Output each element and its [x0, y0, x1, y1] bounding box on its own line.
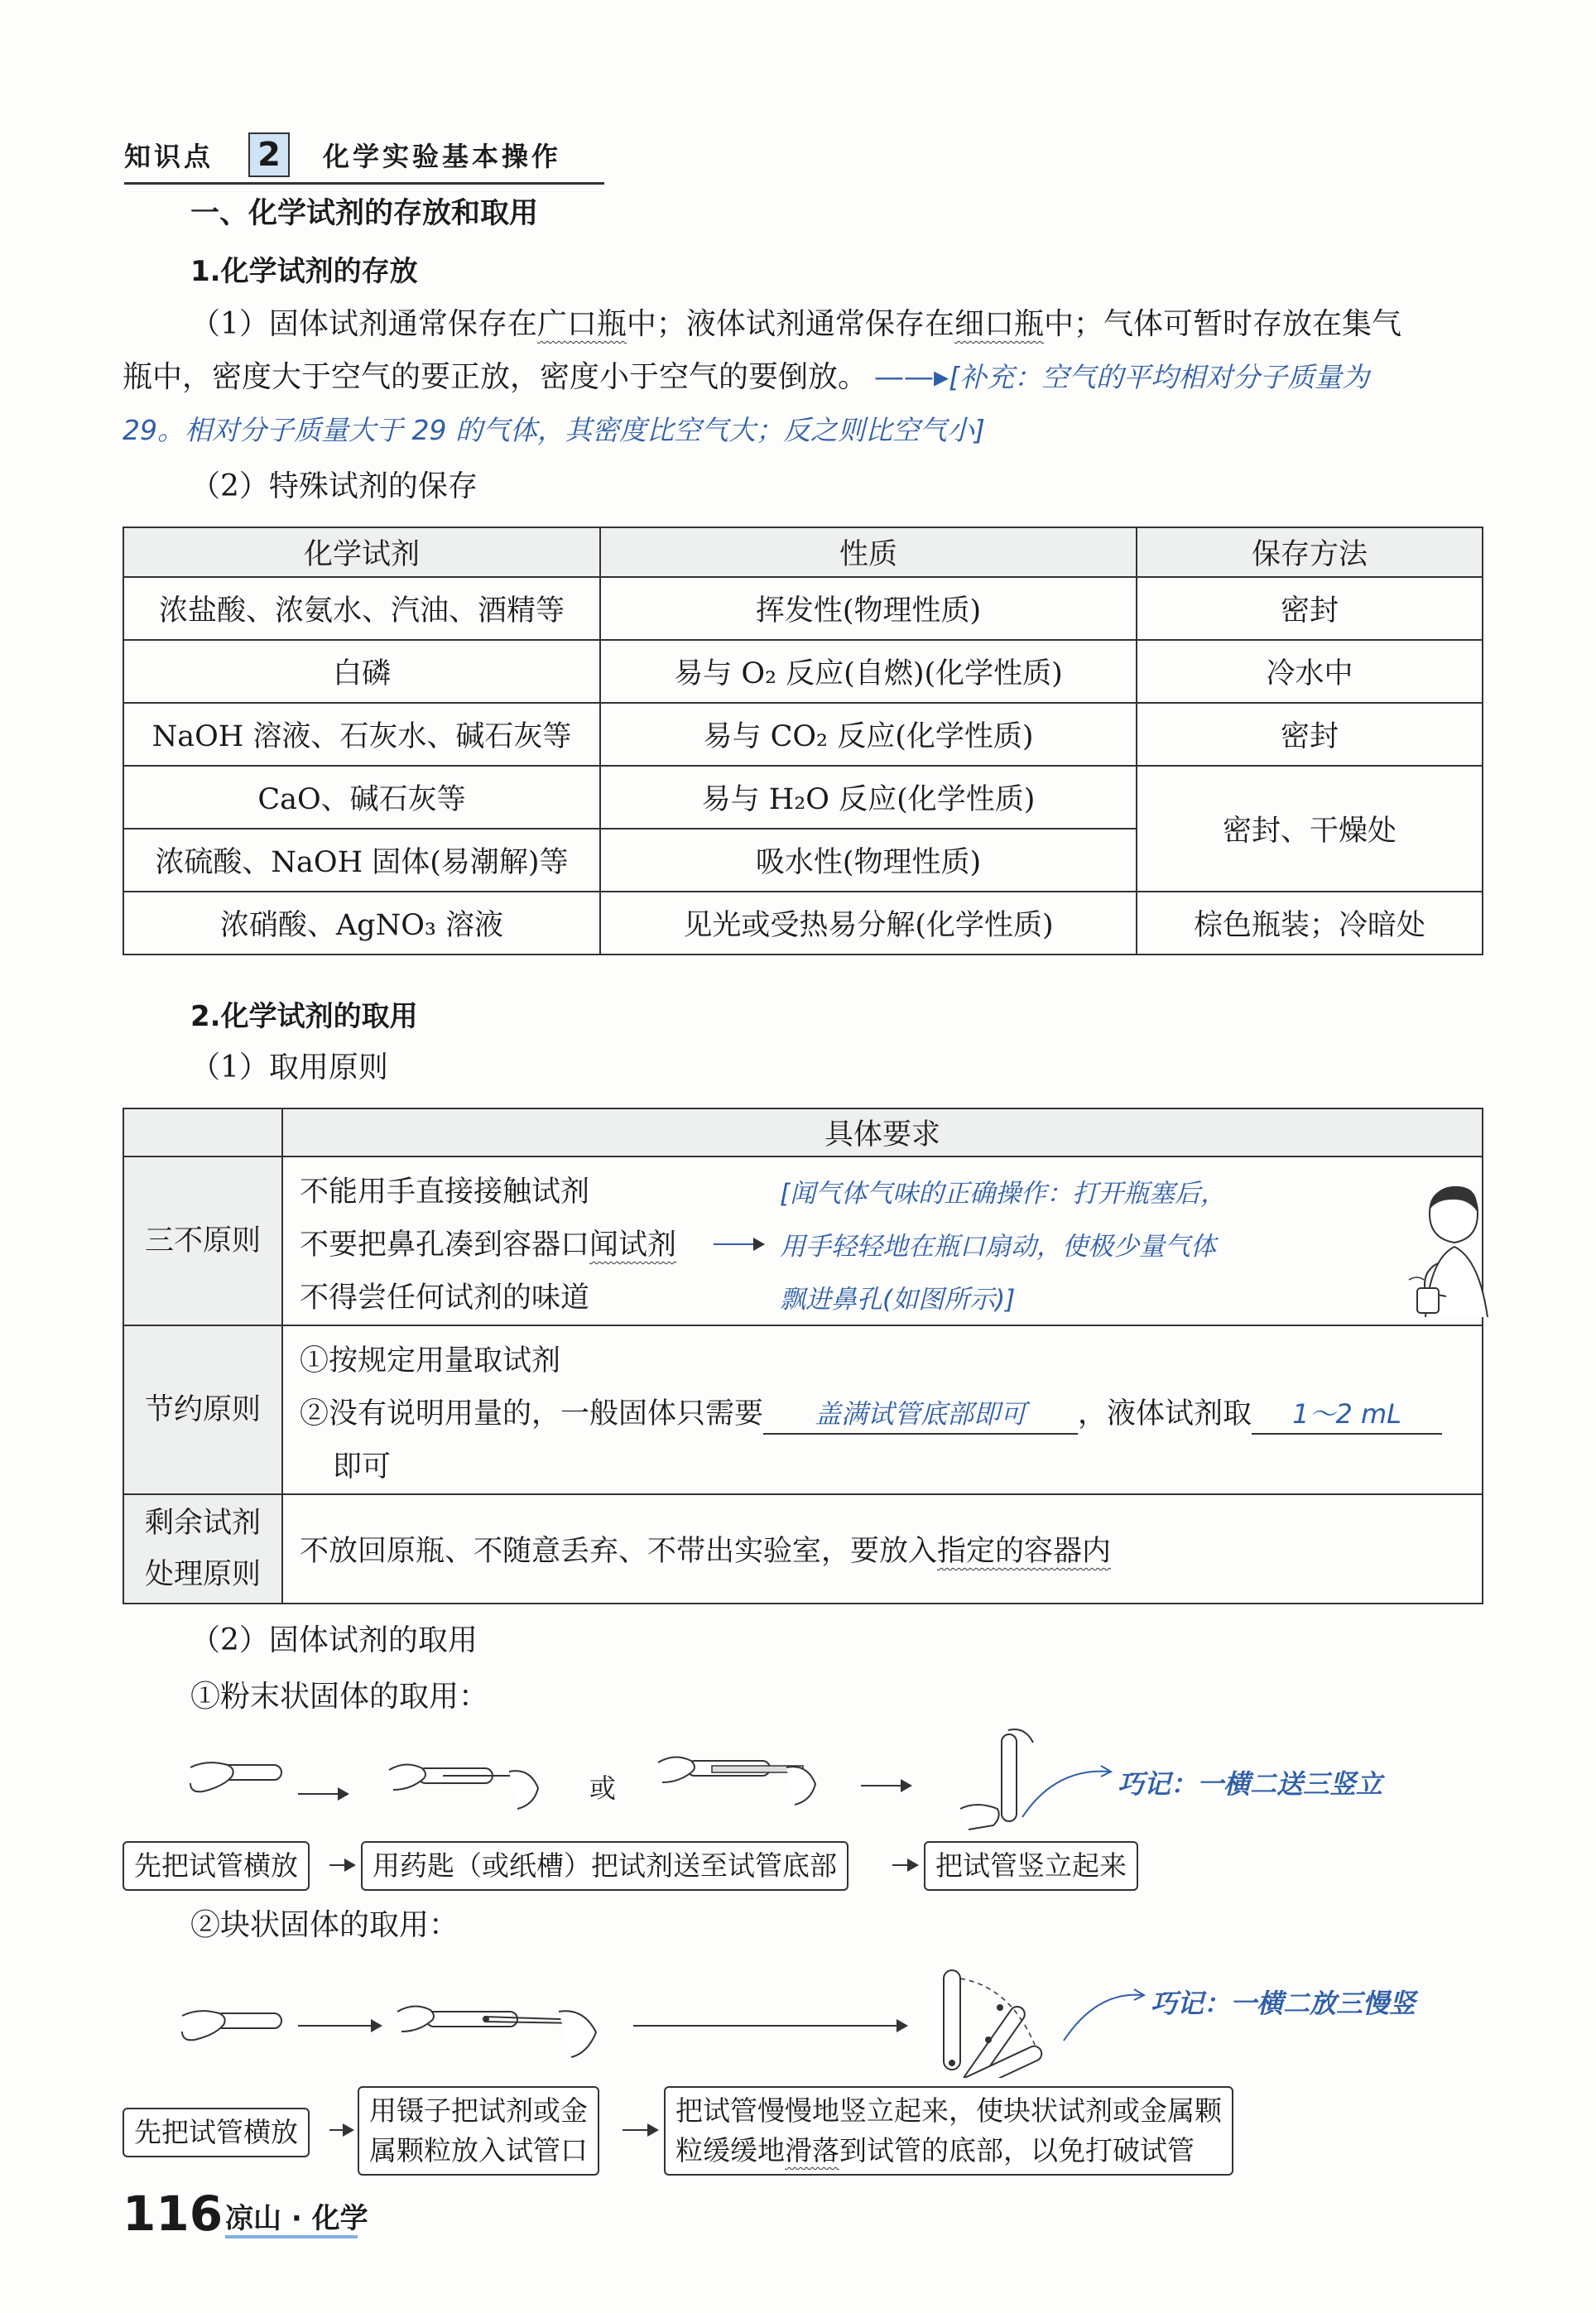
table-cell: 易与 H₂O 反应(化学性质)	[600, 766, 1137, 829]
table-cell: 浓硫酸、NaOH 固体(易潮解)等	[123, 829, 600, 892]
hand-paper-trough-tube-icon	[654, 1743, 820, 1817]
supplement-note-line1: [补充：空气的平均相对分子质量为	[949, 361, 1369, 393]
table-cell: 密封、干燥处	[1137, 766, 1483, 892]
table-row	[123, 1494, 1483, 1604]
hand-tweezers-tube-icon	[393, 1987, 608, 2070]
subsection-storage: 1.化学试剂的存放	[190, 255, 418, 288]
table-header: 具体要求	[282, 1108, 1483, 1156]
powder-mnemonic: 巧记：一横二送三竖立	[1118, 1768, 1383, 1800]
hand-horizontal-tube-icon	[186, 1747, 286, 1813]
saving-label: 节约原则	[123, 1325, 282, 1494]
table-row	[123, 892, 1483, 955]
solid-heading: （2）固体试剂的取用	[190, 1623, 478, 1657]
footer-underline	[225, 2235, 358, 2238]
table-cell: 易与 O₂ 反应(自燃)(化学性质)	[600, 640, 1137, 703]
table-cell: CaO、碱石灰等	[123, 766, 600, 829]
table-header-row	[123, 527, 1483, 577]
storage-paragraph-line1: （1）固体试剂通常保存在广口瓶中；液体试剂通常保存在细口瓶中；气体可暂时存放在集气	[190, 307, 1401, 341]
table-cell: 白磷	[123, 640, 600, 703]
or-label: 或	[589, 1772, 617, 1804]
table-cell: 易与 CO₂ 反应(化学性质)	[600, 703, 1137, 766]
knowledge-point-label: 知识点	[124, 141, 214, 172]
blank-answer-liquid: 1～2 mL	[1252, 1395, 1442, 1435]
knowledge-point-header	[124, 132, 604, 185]
smell-note: [闻气体气味的正确操作：打开瓶塞后， 用手轻轻地在瓶口扇动，使极少量气体 飘进鼻孔(如图所示)]	[780, 1179, 1227, 1315]
block-step-2: 用镊子把试剂或金 属颗粒放入试管口	[358, 2086, 599, 2176]
table-header: 保存方法	[1137, 527, 1483, 577]
rule-no-taste: 不得尝任何试剂的味道	[300, 1282, 590, 1315]
mnemonic-pointer-icon	[1060, 1987, 1151, 2045]
table-row	[123, 766, 1483, 829]
leftover-label: 剩余试剂 处理原则	[123, 1494, 282, 1604]
flow-arrow	[298, 1793, 348, 1795]
knowledge-point-number: 2	[248, 132, 290, 177]
block-step-3: 把试管慢慢地竖立起来，使块状试剂或金属颗 粒缓缓地滑落到试管的底部，以免打破试管	[664, 2086, 1233, 2176]
table-corner-cell	[123, 1108, 282, 1156]
table-header: 化学试剂	[123, 527, 600, 577]
table-row	[123, 703, 1483, 766]
table-header-row	[123, 1108, 1483, 1156]
mnemonic-pointer-icon	[1018, 1763, 1118, 1821]
table-cell: 密封	[1137, 577, 1483, 640]
note-arrow: ——▸	[874, 360, 949, 394]
rule-no-smell: 不要把鼻孔凑到容器口闻试剂	[300, 1229, 677, 1262]
saving-rule-end: 即可	[333, 1450, 392, 1483]
hand-horizontal-tube-icon	[178, 1995, 286, 2061]
page-number: 116	[123, 2186, 224, 2242]
block-heading: ②块状固体的取用：	[190, 1908, 459, 1942]
blank-answer-solid: 盖满试管底部即可	[763, 1395, 1078, 1435]
note-arrow	[714, 1243, 763, 1245]
table-row	[123, 577, 1483, 640]
special-storage-heading: （2）特殊试剂的保存	[190, 469, 478, 503]
storage-paragraph-line2: 瓶中，密度大于空气的要正放，密度小于空气的要倒放。 ——▸[补充：空气的平均相对分子质量为	[123, 360, 1369, 394]
flow-arrow	[329, 2129, 353, 2131]
principle-heading: （1）取用原则	[190, 1051, 388, 1084]
table-cell: NaOH 溶液、石灰水、碱石灰等	[123, 703, 600, 766]
leftover-content: 不放回原瓶、不随意丢弃、不带出实验室，要放入指定的容器内	[282, 1494, 1483, 1604]
table-row	[123, 1156, 1483, 1325]
saving-rule-1: ①按规定用量取试剂	[300, 1344, 561, 1378]
section-title: 一、化学试剂的存放和取用	[190, 197, 539, 230]
supplement-note-line2: 29。相对分子质量大于 29 的气体，其密度比空气大；反之则比空气小]	[123, 414, 985, 446]
flow-arrow	[892, 1864, 917, 1866]
special-reagent-storage-table	[123, 527, 1483, 955]
smelling-person-illustration	[1392, 1164, 1517, 1321]
table-cell: 浓盐酸、浓氨水、汽油、酒精等	[123, 577, 600, 640]
hand-spoon-tube-icon	[385, 1747, 542, 1821]
table-cell: 棕色瓶装；冷暗处	[1137, 892, 1483, 955]
table-cell: 挥发性(物理性质)	[600, 577, 1137, 640]
table-cell: 密封	[1137, 703, 1483, 766]
three-nots-label: 三不原则	[123, 1156, 282, 1325]
block-mnemonic: 巧记：一横二放三慢竖	[1151, 1988, 1416, 2019]
powder-heading: ①粉末状固体的取用：	[190, 1680, 489, 1714]
three-nots-content	[282, 1156, 1483, 1325]
table-row	[123, 1325, 1483, 1494]
table-cell: 见光或受热易分解(化学性质)	[600, 892, 1137, 955]
rule-no-touch: 不能用手直接接触试剂	[300, 1176, 590, 1209]
table-cell: 吸水性(物理性质)	[600, 829, 1137, 892]
block-step-1: 先把试管横放	[123, 2108, 310, 2157]
narrow-mouth-bottle: 细口瓶	[954, 307, 1044, 341]
powder-step-2: 用药匙（或纸槽）把试剂送至试管底部	[361, 1841, 848, 1891]
knowledge-point-title: 化学实验基本操作	[323, 141, 562, 172]
powder-step-1: 先把试管横放	[123, 1841, 310, 1891]
subsection-taking: 2.化学试剂的取用	[190, 1000, 418, 1033]
wide-mouth-bottle: 广口瓶	[536, 307, 627, 341]
powder-step-3: 把试管竖立起来	[924, 1841, 1138, 1891]
flow-arrow	[298, 2025, 381, 2027]
book-title: 凉山 · 化学	[225, 2202, 368, 2235]
flow-arrow	[633, 2025, 906, 2027]
table-header: 性质	[600, 527, 1137, 577]
saving-rule-2: ②没有说明用量的，一般固体只需要 盖满试管底部即可 ，液体试剂取 1～2 mL	[300, 1387, 1442, 1440]
flow-arrow	[623, 2129, 657, 2131]
saving-content	[282, 1325, 1483, 1494]
table-cell: 浓硝酸、AgNO₃ 溶液	[123, 892, 600, 955]
taking-principles-table	[123, 1108, 1483, 1604]
flow-arrow	[861, 1785, 911, 1786]
table-cell: 冷水中	[1137, 640, 1483, 703]
flow-arrow	[329, 1864, 354, 1866]
tube-tilting-icon	[927, 1962, 1076, 2078]
table-row	[123, 640, 1483, 703]
